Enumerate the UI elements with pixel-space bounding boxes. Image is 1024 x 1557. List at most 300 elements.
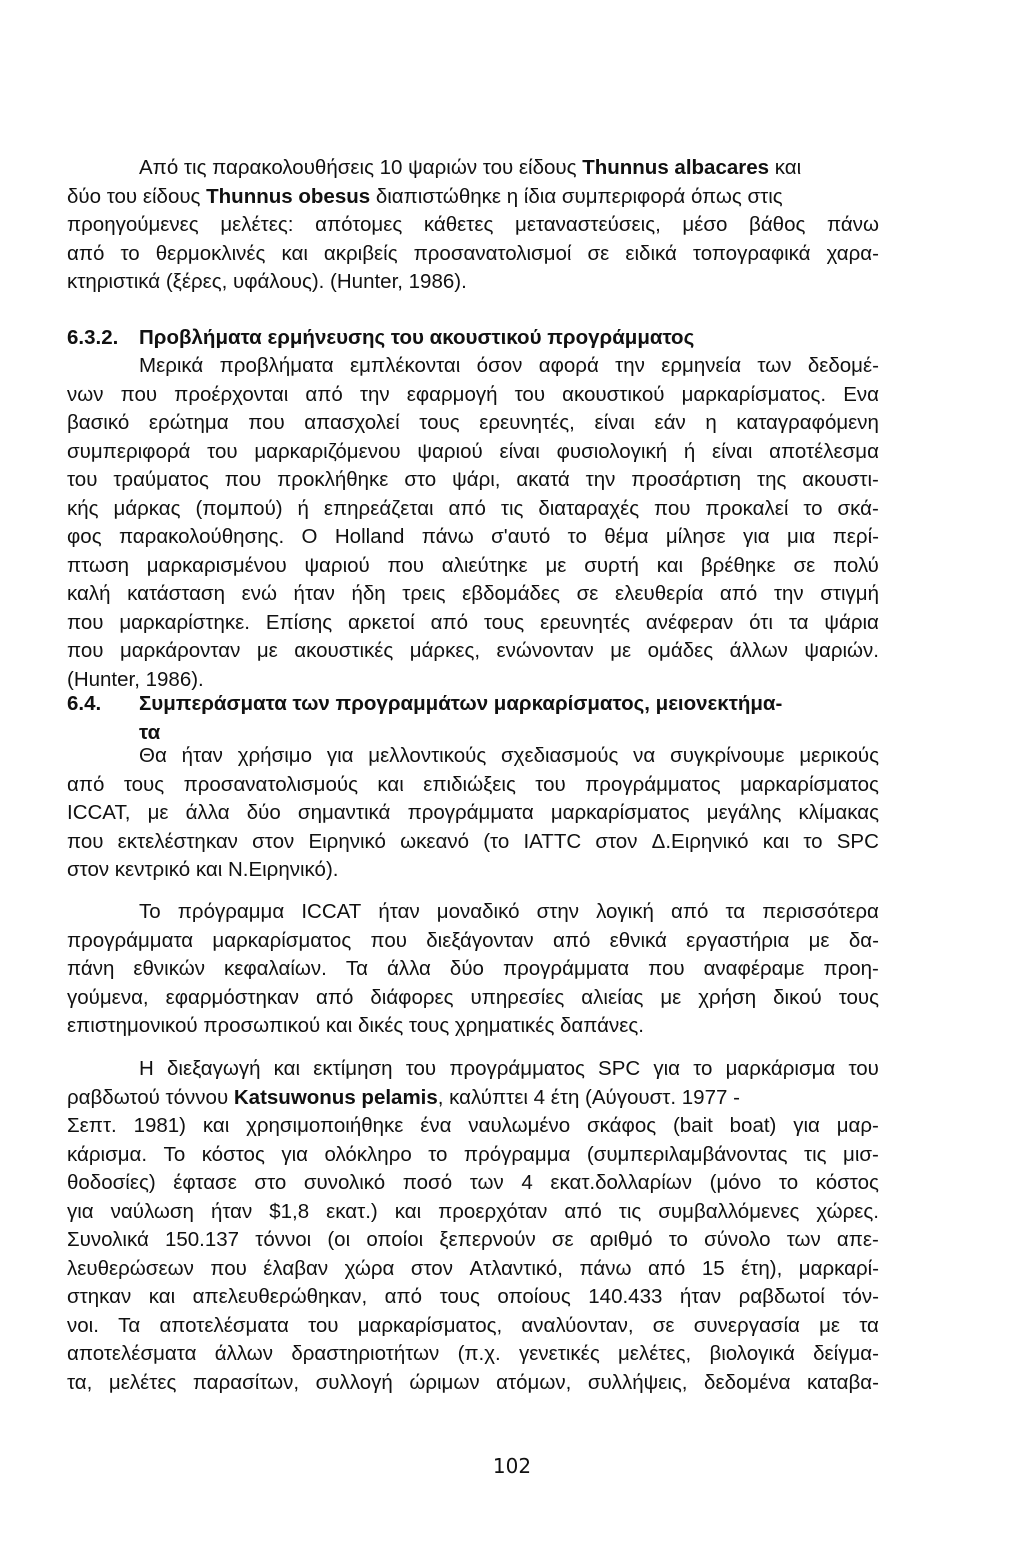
word: τόννοι — [255, 1228, 312, 1251]
word: τις — [618, 1199, 642, 1223]
word: που — [648, 957, 685, 980]
text-line — [67, 466, 879, 495]
word: μαρκάρονταν — [119, 639, 241, 662]
word: προερχόταν — [438, 1199, 548, 1223]
word: άλλων — [214, 1342, 274, 1365]
word: από — [305, 382, 343, 406]
section-heading-632 — [67, 324, 879, 353]
word: ακουστικές — [294, 639, 394, 662]
word: κεφαλαίων. — [224, 957, 327, 980]
word: μαρκαρισμένου — [146, 553, 287, 577]
intro-paragraph — [67, 154, 879, 297]
word: φυσιολογική — [556, 439, 668, 463]
word: το — [567, 525, 587, 548]
word: απότομες — [315, 213, 403, 236]
word: δύο — [449, 957, 484, 980]
text-line — [67, 828, 879, 857]
word: κλίμακας — [798, 801, 879, 824]
word: που — [210, 1256, 247, 1280]
word: δεδομένα — [704, 1370, 791, 1394]
word: με — [610, 639, 632, 662]
word: και — [762, 829, 790, 853]
word: ICCAT, — [67, 801, 131, 824]
word: με — [545, 553, 567, 577]
word: βρέθηκε — [700, 553, 776, 577]
word: από — [647, 1256, 686, 1280]
text-line — [67, 580, 879, 609]
word: Δ.Ειρηνικό — [651, 829, 749, 853]
word: κάρισμα. — [67, 1142, 148, 1166]
text-line: (Hunter, 1986). — [67, 667, 204, 691]
word: εθνικά — [609, 928, 667, 952]
word: προγράμματος — [449, 1057, 585, 1080]
word: πάνη — [67, 957, 115, 980]
word: αποτελέσματα — [159, 1313, 289, 1337]
word: ήταν — [293, 582, 335, 605]
word: ατόμων, — [496, 1370, 572, 1394]
word: μελέτες: — [220, 213, 294, 236]
word: ψαριών. — [804, 639, 879, 662]
word: με — [660, 985, 682, 1009]
word: μαρκαριζόμενου — [254, 439, 401, 463]
word: προσανατολισμούς — [183, 772, 358, 796]
word: συγκρίνουμε — [670, 744, 785, 767]
word: απε- — [836, 1228, 879, 1251]
word: μεγάλης — [706, 801, 782, 824]
word: που — [67, 639, 104, 662]
word: ψάρι, — [452, 468, 501, 491]
word: άλλα — [387, 957, 431, 980]
word: λευθερώσεων — [67, 1256, 194, 1280]
word: (π.χ. — [457, 1342, 501, 1365]
word: σε — [551, 1228, 574, 1251]
word: παρασίτων, — [192, 1370, 300, 1394]
text-line — [67, 1255, 879, 1284]
word: απασχολεί — [304, 411, 400, 434]
word: την — [585, 468, 616, 491]
word: αρκετοί — [348, 610, 415, 634]
word: είναι — [594, 411, 635, 434]
word: εάν — [654, 411, 686, 434]
word: Ενα — [843, 382, 879, 406]
word: απελευθερώθηκαν, — [192, 1285, 368, 1308]
text-fragment: δύο του είδους — [67, 184, 207, 208]
word: προγράμματα — [67, 928, 194, 952]
word: άλλα — [185, 801, 230, 824]
word: τα — [725, 900, 746, 923]
word: από — [315, 985, 354, 1009]
word: μαρκαρίσματος — [212, 928, 352, 952]
species-name: Katsuwonus pelamis — [233, 1085, 438, 1109]
word: εβδομάδες — [462, 582, 560, 605]
word: 150.137 — [164, 1228, 240, 1251]
text-fragment: ραβδωτού τόννου — [67, 1085, 234, 1109]
word: την — [359, 382, 390, 406]
word: βάθος — [749, 213, 806, 236]
text-line — [67, 927, 879, 956]
word: δύο — [246, 801, 281, 824]
word: συμπεριφορά — [67, 439, 191, 463]
word: δα- — [848, 928, 879, 952]
word: θέμα — [604, 525, 649, 548]
word: στον — [252, 829, 295, 853]
word: ωκεανό — [400, 829, 470, 853]
word: νοι. — [67, 1313, 99, 1337]
word: ICCAT — [301, 900, 362, 923]
word: μελέτες, — [618, 1342, 692, 1365]
word: σε — [587, 241, 610, 265]
word: 4 — [521, 1171, 533, 1194]
word: το — [428, 1142, 448, 1166]
word: δικού — [773, 985, 822, 1009]
text-line — [67, 1312, 879, 1341]
word: ναύλωση — [110, 1199, 194, 1223]
word: μελέτες — [108, 1370, 177, 1394]
text-line — [67, 1283, 879, 1312]
text-line — [67, 1198, 879, 1227]
word: τοπογραφικά — [692, 241, 811, 265]
word: Μερικά — [139, 354, 204, 377]
word: από — [552, 928, 591, 952]
word: Η — [139, 1057, 154, 1080]
word: προγράμματα — [502, 957, 630, 980]
text-line — [67, 381, 879, 410]
word: SPC — [836, 829, 879, 853]
word: στον — [410, 1256, 453, 1280]
section-632-body — [67, 352, 879, 694]
word: ακατά — [516, 468, 570, 491]
word: μαρκαρίσματος, — [357, 1313, 503, 1337]
word: για — [653, 1057, 681, 1080]
word: χρήση — [698, 985, 757, 1009]
word: κόστος — [201, 1142, 265, 1166]
text-line — [67, 609, 879, 638]
word: εκτίμηση — [313, 1057, 393, 1080]
page-number: 102 — [492, 1454, 532, 1478]
word: 15 — [701, 1256, 725, 1280]
word: ερμηνεία — [661, 354, 742, 377]
section-title: Συμπεράσματα των προγραμμάτων μαρκαρίσματος, μειονεκτήμα- — [139, 692, 783, 715]
word: (μόνο — [709, 1171, 762, 1194]
word: από — [564, 1199, 602, 1223]
word: ραβδωτοί — [738, 1285, 825, 1308]
word: των — [757, 354, 792, 377]
word: αφορά — [538, 354, 599, 377]
word: συνεργασία — [693, 1313, 800, 1337]
word: boat) — [729, 1114, 777, 1137]
word: ήταν — [181, 744, 223, 767]
word: ήδη — [351, 582, 386, 605]
word: 140.433 — [588, 1285, 663, 1308]
word: κόστος — [815, 1171, 879, 1194]
word: στο — [404, 468, 437, 491]
text-line — [67, 955, 879, 984]
word: τους — [439, 1285, 480, 1308]
word: SPC — [598, 1057, 641, 1080]
word: σ'αυτό — [491, 525, 551, 548]
word: Θα — [139, 744, 167, 767]
word: από — [430, 610, 468, 634]
word: (οι — [327, 1228, 351, 1251]
word: προγράμματα — [407, 801, 534, 824]
text-line — [67, 984, 879, 1013]
word: έλαβαν — [263, 1256, 329, 1280]
word: χώρα — [344, 1256, 395, 1280]
section-number: 6.3.2. — [67, 326, 119, 349]
word: Ατλαντικό, — [469, 1256, 563, 1280]
word: Σεπτ. — [67, 1114, 117, 1137]
section-number: 6.4. — [67, 692, 102, 715]
word: εργαστήρια — [686, 928, 790, 952]
word: για — [793, 1114, 820, 1137]
word: μαρκαρίσματος. — [681, 382, 827, 406]
word: Τα — [345, 957, 368, 980]
word: χαρα- — [826, 241, 879, 265]
word: βασικό — [67, 411, 130, 434]
word: ερευνητές — [540, 610, 630, 634]
word: καταγραφόμενη — [736, 411, 879, 434]
word: τα, — [67, 1370, 93, 1394]
word: πρόγραμμα — [463, 1142, 571, 1166]
word: ειδικά — [625, 241, 677, 265]
word: μελλοντικούς — [368, 744, 487, 767]
word: που — [224, 468, 262, 491]
word: το — [778, 1171, 799, 1194]
word: ξεπερνούν — [439, 1228, 536, 1251]
word: του — [848, 1057, 879, 1080]
word: και — [377, 772, 404, 796]
text-line — [67, 1340, 879, 1369]
section-64-body — [67, 742, 879, 885]
word: μια — [787, 525, 816, 548]
word: καταβα- — [807, 1370, 879, 1394]
word: σχεδιασμούς — [501, 744, 619, 767]
word: ερευνητές, — [479, 411, 575, 434]
word: μαρκαρίστηκε. — [119, 610, 250, 634]
word: καλή — [67, 582, 111, 605]
word: και — [656, 553, 684, 577]
text-line — [67, 409, 879, 438]
word: προσανατολισμοί — [413, 241, 572, 265]
word: με — [808, 928, 830, 952]
text-line: κτηριστικά (ξέρες, υφάλους). (Hunter, 1986). — [67, 270, 467, 293]
text-line — [67, 1141, 879, 1170]
word: Επίσης — [265, 610, 333, 634]
text-line — [67, 438, 879, 467]
word: την — [615, 354, 645, 377]
word: ακουστι- — [802, 468, 879, 491]
word: αναφέραμε — [703, 957, 805, 980]
word: ολόκληρο — [324, 1142, 412, 1166]
word: $1,8 — [269, 1199, 310, 1223]
word: οποίους — [497, 1285, 571, 1308]
word: στιγμή — [820, 582, 879, 605]
word: στο — [254, 1171, 287, 1194]
word: περισσότερα — [762, 900, 879, 923]
word: σκά- — [837, 496, 879, 520]
word: Το — [163, 1142, 186, 1166]
word: χώρες. — [816, 1199, 879, 1223]
word: που — [370, 928, 407, 952]
word: ενώνονταν — [496, 639, 594, 662]
word: Το — [139, 900, 161, 923]
word: συλλογή — [315, 1370, 393, 1394]
word: παρακολούθησης. — [118, 525, 285, 548]
text-fragment: και — [769, 156, 802, 179]
word: μαρκαρίσματος — [550, 801, 690, 824]
word: με — [256, 639, 278, 662]
word: κάθετες — [423, 213, 494, 236]
word: ενώ — [241, 582, 277, 605]
word: μοναδικό — [436, 900, 520, 923]
word: και — [394, 1199, 422, 1223]
word: νων — [67, 382, 104, 406]
word: από — [670, 900, 709, 923]
word: την — [773, 582, 804, 605]
word: με — [819, 1313, 841, 1337]
word: σε — [576, 582, 599, 605]
word: το — [693, 1057, 713, 1080]
word: το — [120, 241, 140, 265]
word: διάφορες — [370, 985, 454, 1009]
word: συνολικό — [303, 1171, 386, 1194]
word: χρήσιμο — [237, 744, 312, 767]
word: προβλήματα — [219, 354, 334, 377]
word: στον — [595, 829, 638, 853]
word: προκαλεί — [705, 496, 789, 520]
word: πάνω — [579, 1256, 632, 1280]
word: ψάρια — [824, 610, 879, 634]
word: (πομπού) — [195, 496, 283, 520]
word: γενετικές — [519, 1342, 600, 1365]
word: δεδομέ- — [807, 354, 879, 377]
word: εμπλέκονται — [349, 354, 461, 377]
word: προκλήθηκε — [277, 468, 389, 491]
word: ομάδες — [647, 639, 714, 662]
word: διεξάγονταν — [426, 928, 534, 952]
word: είναι — [499, 439, 540, 463]
word: του — [405, 1057, 437, 1080]
word: προέρχονται — [174, 382, 289, 406]
word: του — [514, 382, 546, 406]
word: εθνικών — [133, 957, 205, 980]
word: τρεις — [402, 582, 446, 605]
word: για — [743, 525, 770, 548]
word: μάρκες, — [409, 639, 481, 662]
word: του — [308, 1313, 339, 1337]
word: πρόγραμμα — [177, 900, 285, 923]
word: είναι — [712, 439, 753, 463]
word: σε — [652, 1313, 675, 1337]
word: Holland — [334, 525, 405, 548]
word: ότι — [749, 610, 773, 634]
text-fragment: , καλύπτει 4 έτη (Αύγουστ. 1977 - — [437, 1085, 740, 1109]
word: σκάφος — [587, 1114, 657, 1137]
word: ψαριού — [304, 553, 370, 577]
word: των — [469, 1171, 504, 1194]
word: τις — [804, 1142, 827, 1166]
word: διεξαγωγή — [166, 1057, 261, 1080]
word: αποτελέσματα — [67, 1342, 197, 1365]
word: επιδιώξεις — [423, 772, 516, 796]
word: δραστηριοτήτων — [291, 1342, 440, 1365]
word: Ειρηνικό — [308, 829, 386, 853]
word: το — [803, 496, 823, 520]
word: ώριμων — [409, 1370, 480, 1394]
text-line — [67, 1055, 879, 1084]
word: που — [387, 553, 424, 577]
word: των — [786, 1228, 821, 1251]
word: σημαντικά — [297, 801, 391, 824]
word: πάνω — [421, 525, 474, 548]
word: προηγούμενες — [67, 213, 199, 236]
word: επηρεάζεται — [323, 496, 434, 520]
word: θερμοκλινές — [155, 241, 266, 265]
word: γούμενα, — [67, 985, 149, 1009]
word: μαρκαρί- — [798, 1256, 879, 1280]
word: τραύματος — [113, 468, 209, 491]
word: από — [67, 241, 105, 265]
word: έφτασε — [173, 1171, 237, 1194]
text-line — [67, 1169, 879, 1198]
word: στηκαν — [67, 1285, 132, 1308]
word: εκτελέστηκαν — [117, 829, 238, 853]
word: το — [668, 1228, 688, 1251]
word: που — [120, 382, 158, 406]
word: μαρ- — [836, 1114, 879, 1137]
word: του — [207, 439, 238, 463]
text-line: στον κεντρικό και Ν.Ειρηνικό). — [67, 858, 339, 881]
word: που — [654, 496, 691, 520]
word: από — [384, 1285, 423, 1308]
word: της — [756, 468, 787, 491]
word: Συνολικά — [67, 1228, 149, 1251]
word: τα — [859, 1313, 879, 1337]
word: δείγμα- — [813, 1342, 879, 1365]
word: τους — [123, 772, 165, 796]
text-line — [67, 352, 879, 381]
word: μερικούς — [799, 744, 879, 767]
word: κής — [67, 496, 99, 520]
word: το — [803, 829, 823, 853]
text-line: επιστημονικού προσωπικού και δικές τους χρηματικές δαπάνες. — [67, 1014, 644, 1037]
text-line — [67, 183, 879, 212]
text-line — [67, 1112, 879, 1141]
word: αλιείας — [581, 985, 644, 1009]
text-line — [67, 552, 879, 581]
word: αλιεύτηκε — [441, 553, 528, 577]
word: εφαρμογή — [406, 382, 498, 406]
word: σε — [793, 553, 816, 577]
word: που — [67, 829, 104, 853]
iccat-paragraph — [67, 898, 879, 1041]
word: του — [67, 468, 98, 491]
text-line — [67, 1369, 879, 1398]
word: ποσό — [402, 1171, 453, 1194]
word: ή — [683, 439, 696, 463]
text-fragment: Από τις παρακολουθήσεις 10 ψαριών του είδους — [139, 156, 583, 179]
word: εφαρμόστηκαν — [165, 985, 300, 1009]
word: στην — [536, 900, 579, 923]
word: μίλησε — [665, 525, 726, 548]
text-line — [67, 799, 879, 828]
word: ήταν — [679, 1285, 722, 1308]
word: 1981) — [133, 1114, 187, 1137]
word: ψαριού — [417, 439, 483, 463]
word: Τα — [118, 1313, 141, 1337]
word: IATTC — [523, 829, 582, 853]
word: με — [147, 801, 169, 824]
